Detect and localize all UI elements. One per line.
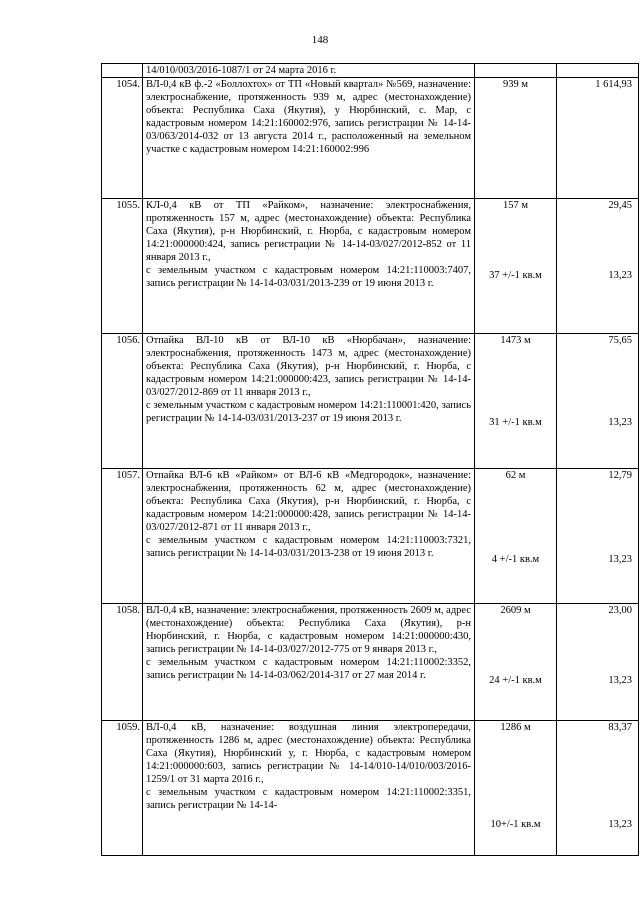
land-cost: 13,23 [608,819,632,830]
land-plot-description: с земельным участком с кадастровым номером 14:21:110003:7407, запись регистрации № 14-14-03/031/2013-239 от 19 июня 2013 г. [146,265,471,289]
object-description: Отпайка ВЛ-6 кВ «Райком» от ВЛ-6 кВ «Медгородок», назначение: электроснабжения, протяженность 62 м, адрес (местонахождение) объекта: Республика Саха (Якутия), р-н Нюрбинский, г. Нюрба, с кадастровым номером 14:21:000000:428, запись регистрации № 14-14-03/027/2012-871 от 11 января 2013 г., с земельным участком с кадастровым номером 14:21:110003:7321, запись регистрации № 14-14-03/031/2013-238 от 19 июня 2013 г. [143,469,475,604]
row-number: 1055. [102,199,143,334]
land-size: 24 +/-1 кв.м [489,675,542,686]
land-cost: 13,23 [608,270,632,281]
row-number: 1059. [102,721,143,856]
table-row [102,64,639,78]
land-size: 37 +/-1 кв.м [489,270,542,281]
object-cost: 23,00 13,23 [557,604,639,721]
table-row [102,199,639,334]
object-description: ВЛ-0,4 кВ, назначение: воздушная линия электропередачи, протяженность 1286 м, адрес (местонахождение) объекта: Республика Саха (Якутия), Нюрбинский у, г. Нюрба, с кадастровым номером 14:21:000000:603, запись регистрации № 14-14/010-14/010/003/2016-1259/1 от 31 марта 2016 г., с земельным участком с кадастровым номером 14:21:110002:3351, запись регистрации № 14-14- [143,721,475,856]
object-size: 157 м 37 +/-1 кв.м [475,199,557,334]
object-cost: 75,65 13,23 [557,334,639,469]
table-row [102,334,639,469]
object-size: 2609 м 24 +/-1 кв.м [475,604,557,721]
object-description: ВЛ-0,4 кВ, назначение: электроснабжения, протяженность 2609 м, адрес (местонахождение) объекта: Республика Саха (Якутия), р-н Нюрбинский, г. Нюрба, с кадастровым номером 14:21:000000:430, запись регистрации № 14-14-03/027/2012-775 от 9 января 2013 г., с земельным участком с кадастровым номером 14:21:110002:3352, запись регистрации № 14-14-03/062/2014-317 от 27 мая 2014 г. [143,604,475,721]
page-number: 148 [311,34,329,46]
table-row [102,604,639,721]
land-plot-description: с земельным участком с кадастровым номером 14:21:110001:420, запись регистрации № 14-14-03/031/2013-237 от 19 июня 2013 г. [146,400,471,424]
table-row [102,78,639,199]
object-description: Отпайка ВЛ-10 кВ от ВЛ-10 кВ «Нюрбачан», назначение: электроснабжения, протяженность 1473 м, адрес (местонахождение) объекта: Республика Саха (Якутия), р-н Нюрбинский, г. Нюрба, с кадастровым номером 14:21:000000:423, запись регистрации № 14-14-03/027/2012-869 от 11 января 2013 г., с земельным участком с кадастровым номером 14:21:110001:420, запись регистрации № 14-14-03/031/2013-237 от 19 июня 2013 г. [143,334,475,469]
object-size: 62 м 4 +/-1 кв.м [475,469,557,604]
row-number: 1058. [102,604,143,721]
land-plot-description: с земельным участком с кадастровым номером 14:21:110002:3351, запись регистрации № 14-14- [146,787,471,811]
object-cost: 12,79 13,23 [557,469,639,604]
row-number: 1057. [102,469,143,604]
row-number: 1054. [102,78,143,199]
land-size: 4 +/-1 кв.м [491,554,540,565]
object-cost: 1 614,93 [557,78,639,199]
land-size: 31 +/-1 кв.м [489,417,542,428]
object-size: 1286 м 10+/-1 кв.м [475,721,557,856]
continuation-cell: 14/010/003/2016-1087/1 от 24 марта 2016 г. [143,64,475,78]
object-description: КЛ-0,4 кВ от ТП «Райком», назначение: электроснабжения, протяженность 157 м, адрес (местонахождение) объекта: Республика Саха (Якутия), р-н Нюрбинский, г. Нюрба, с кадастровым номером 14:21:000000:424, запись регистрации № 14-14-03/027/2012-852 от 11 января 2013 г., с земельным участком с кадастровым номером 14:21:110003:7407, запись регистрации № 14-14-03/031/2013-239 от 19 июня 2013 г. [143,199,475,334]
land-cost: 13,23 [608,554,632,565]
registry-table [101,63,639,856]
table-row [102,721,639,856]
row-number: 1056. [102,334,143,469]
row-number-cell [102,64,143,78]
object-cost: 83,37 13,23 [557,721,639,856]
object-cost: 29,45 13,23 [557,199,639,334]
object-size: 1473 м 31 +/-1 кв.м [475,334,557,469]
object-description: ВЛ-0,4 кВ ф.-2 «Боллохтох» от ТП «Новый квартал» №569, назначение: электроснабжение, протяженность 939 м, адрес (местонахождение) объекта: Республика Саха (Якутия), у Нюрбинский, с. Мар, с кадастровым номером 14:21:160002:976, запись регистрации № 14-14-03/063/2014-032 от 13 августа 2014 г., расположенный на земельном участке с кадастровым номером 14:21:160002:996 [143,78,475,199]
land-size: 10+/-1 кв.м [490,819,541,830]
land-cost: 13,23 [608,417,632,428]
object-size: 939 м [475,78,557,199]
land-plot-description: с земельным участком с кадастровым номером 14:21:110002:3352, запись регистрации № 14-14-03/062/2014-317 от 27 мая 2014 г. [146,657,471,681]
land-cost: 13,23 [608,675,632,686]
land-plot-description: с земельным участком с кадастровым номером 14:21:110003:7321, запись регистрации № 14-14-03/031/2013-238 от 19 июня 2013 г. [146,535,471,559]
table-row [102,469,639,604]
